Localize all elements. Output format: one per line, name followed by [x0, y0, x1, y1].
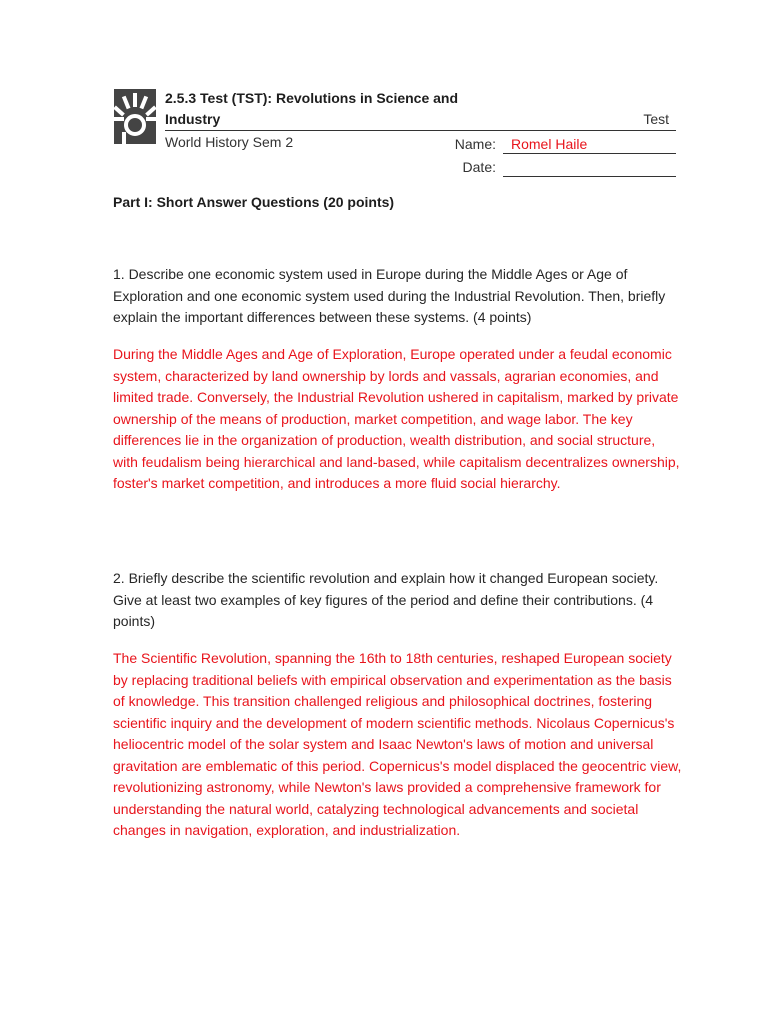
- question-2-answer: The Scientific Revolution, spanning the 16th to 18th centuries, reshaped European society by replacing traditional beliefs with empirical observation and experimentation as the basis of knowledge. This transition challenged religious and philosophical doctrines, fostering scientific inquiry and the development of modern scientific methods. Nicolaus Copernicus's heliocentric model of the solar system and Isaac Newton's laws of motion and universal gravitation are emblematic of this period. Copernicus's model displaced the geocentric view, revolutionizing astronomy, while Newton's laws provided a comprehensive framework for understanding the natural world, catalyzing technological advancements and societal changes in navigation, exploration, and industrialization.: [113, 650, 682, 838]
- name-value: Romel Haile: [511, 136, 588, 152]
- date-label: Date:: [462, 159, 496, 175]
- question-2-prompt: 2. Briefly describe the scientific revolution and explain how it changed European society. Give at least two examples of key figures of the period and define their contributions. (4 points): [113, 570, 659, 629]
- date-field[interactable]: [503, 158, 676, 177]
- document-type-label: Test: [643, 111, 669, 127]
- question-1-answer: During the Middle Ages and Age of Exploration, Europe operated under a feudal economic system, characterized by land ownership by lords and vassals, agrarian economies, and limited trade. Conversely, the Industrial Revolution ushered in capitalism, marked by private ownership of the means of production, market competition, and wage labor. The key differences lie in the organization of production, wealth distribution, and social structure, with feudalism being hierarchical and land-based, while capitalism decentralizes ownership, foster's market competition, and introduces a more fluid social hierarchy.: [113, 346, 680, 491]
- sunburst-logo-icon: [114, 89, 156, 144]
- name-field[interactable]: [503, 135, 676, 154]
- name-label: Name:: [454, 136, 496, 152]
- section-title: Part I: Short Answer Questions (20 points): [113, 194, 395, 210]
- document-title: 2.5.3 Test (TST): Revolutions in Science and Industry: [165, 90, 459, 127]
- course-name: World History Sem 2: [165, 134, 294, 150]
- question-1-prompt: 1. Describe one economic system used in Europe during the Middle Ages or Age of Exploration and one economic system used during the Industrial Revolution. Then, briefly explain the important differences between these systems. (4 points): [113, 266, 666, 325]
- header-divider: [165, 130, 676, 131]
